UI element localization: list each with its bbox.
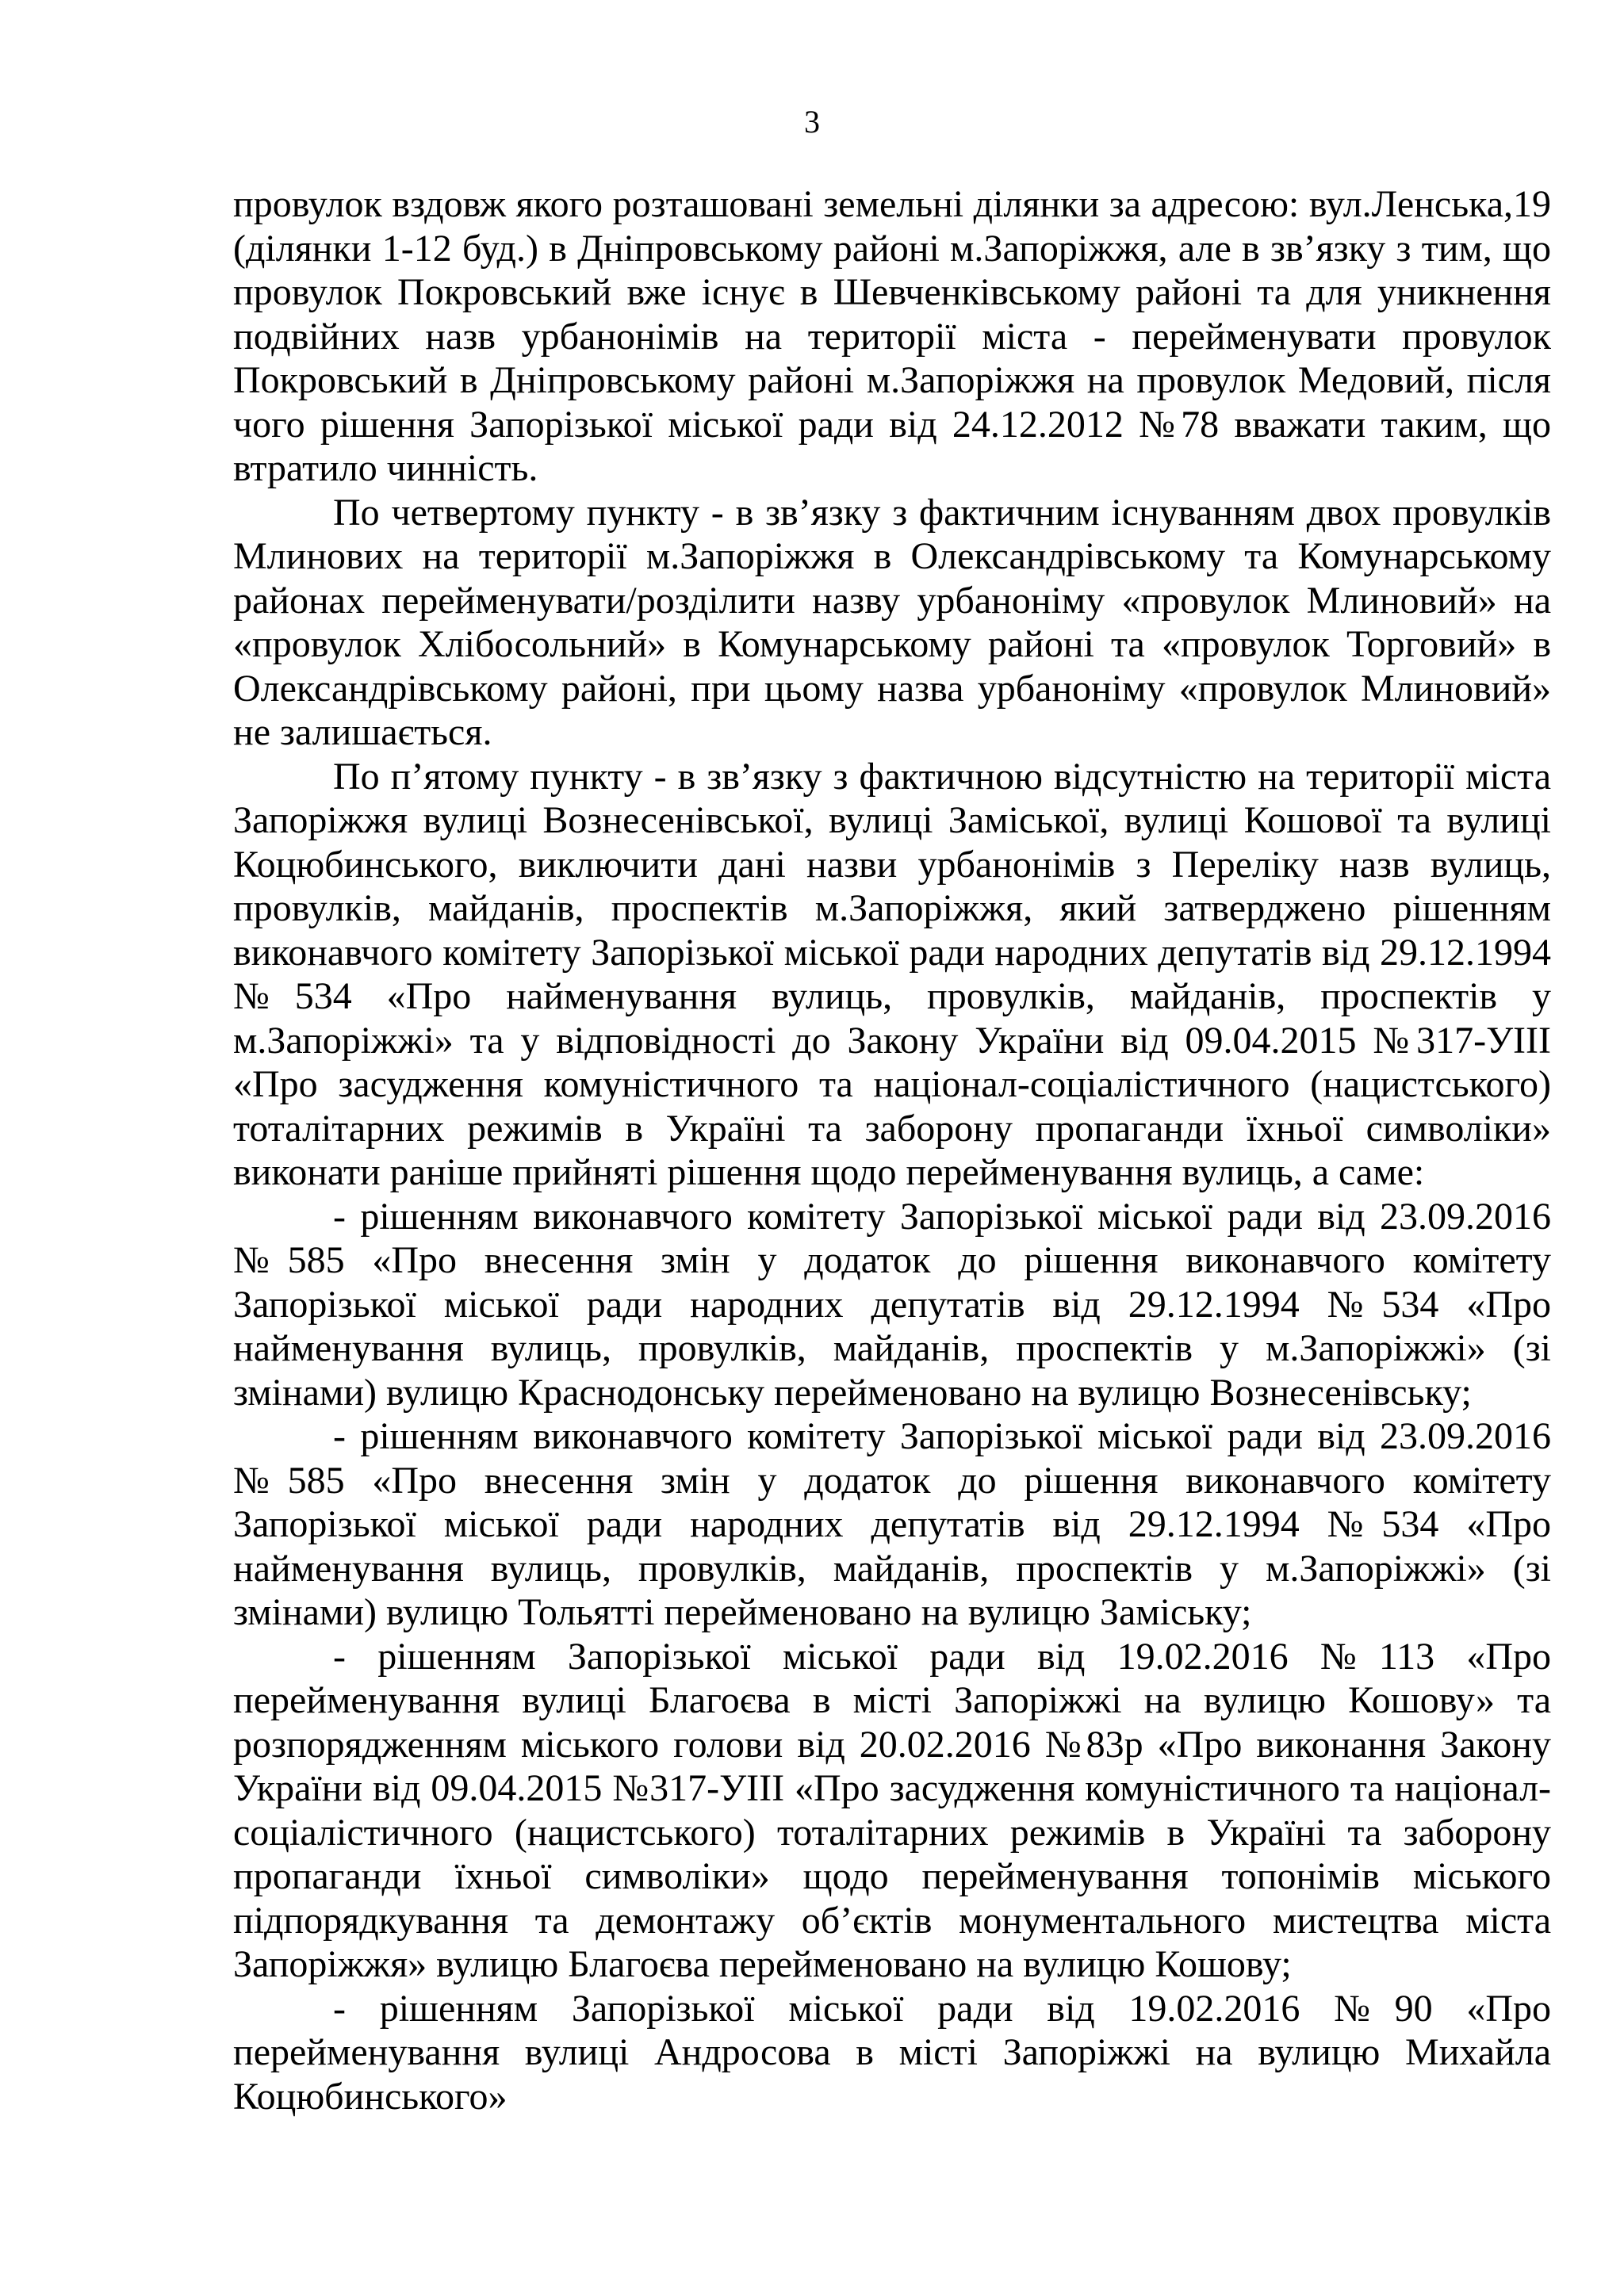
document-body bbox=[233, 182, 1551, 2118]
list-item-koshova: - рішенням Запорізької міської ради від 19.02.2016 №113 «Про перейменування вулиці Благоєва в місті Запоріжжі на вулицю Кошову» та розпорядженням міського голови від 20.02.2016 №83р «Про виконання Закону України від 09.04.2015 №317-УІІІ «Про засудження комуністичного та націонал-соціалістичного (нацистського) тоталітарних режимів в Україні та заборону пропаганди їхньої символіки» щодо перейменування топонімів міського підпорядкування та демонтажу об’єктів монументального мистецтва міста Запоріжжя» вулицю Благоєва перейменовано на вулицю Кошову; bbox=[233, 1635, 1551, 1985]
paragraph-fifth-point: По п’ятому пункту - в зв’язку з фактичною відсутністю на території міста Запоріжжя вулиці Вознесенівської, вулиці Заміської, вулиці Кошової та вулиці Коцюбинського, виключити дані назви урбанонімів з Переліку назв вулиць, провулків, майданів, проспектів м.Запоріжжя, який затверджено рішенням виконавчого комітету Запорізької міської ради народних депутатів від 29.12.1994 №534 «Про найменування вулиць, провулків, майданів, проспектів у м.Запоріжжі» та у відповідності до Закону України від 09.04.2015 №317-УІІІ «Про засудження комуністичного та націонал-соціалістичного (нацистського) тоталітарних режимів в Україні та заборону пропаганди їхньої символіки» виконати раніше прийняті рішення щодо перейменування вулиць, а саме: bbox=[233, 755, 1551, 1193]
page-number: 3 bbox=[804, 104, 820, 140]
paragraph-fourth-point: По четвертому пункту - в зв’язку з фактичним існуванням двох провулків Млинових на території м.Запоріжжя в Олександрівському та Комунарському районах перейменувати/розділити назву урбаноніму «провулок Млиновий» на «провулок Хлібосольний» в Комунарському районі та «провулок Торговий» в Олександрівському районі, при цьому назва урбаноніму «провулок Млиновий» не залишається. bbox=[233, 491, 1551, 753]
paragraph-continuation: провулок вздовж якого розташовані земельні ділянки за адресою: вул.Ленська,19 (ділянки 1-12 буд.) в Дніпровському районі м.Запоріжжя, але в зв’язку з тим, що провулок Покровський вже існує в Шевченківському районі та для уникнення подвійних назв урбанонімів на території міста - перейменувати провулок Покровський в Дніпровському районі м.Запоріжжя на провулок Медовий, після чого рішення Запорізької міської ради від 24.12.2012 №78 вважати таким, що втратило чинність. bbox=[233, 183, 1551, 489]
list-item-zamiska: - рішенням виконавчого комітету Запорізької міської ради від 23.09.2016 №585 «Про внесення змін у додаток до рішення виконавчого комітету Запорізької міської ради народних депутатів від 29.12.1994 №534 «Про найменування вулиць, провулків, майданів, проспектів у м.Запоріжжі» (зі змінами) вулицю Тольятті перейменовано на вулицю Заміську; bbox=[233, 1415, 1551, 1633]
list-item-kotsiubynskoho: - рішенням Запорізької міської ради від 19.02.2016 №90 «Про перейменування вулиці Андросова в місті Запоріжжі на вулицю Михайла Коцюбинського» bbox=[233, 1987, 1551, 2118]
list-item-voznesenivska: - рішенням виконавчого комітету Запорізької міської ради від 23.09.2016 №585 «Про внесення змін у додаток до рішення виконавчого комітету Запорізької міської ради народних депутатів від 29.12.1994 №534 «Про найменування вулиць, провулків, майданів, проспектів у м.Запоріжжі» (зі змінами) вулицю Краснодонську перейменовано на вулицю Вознесенівську; bbox=[233, 1195, 1551, 1414]
